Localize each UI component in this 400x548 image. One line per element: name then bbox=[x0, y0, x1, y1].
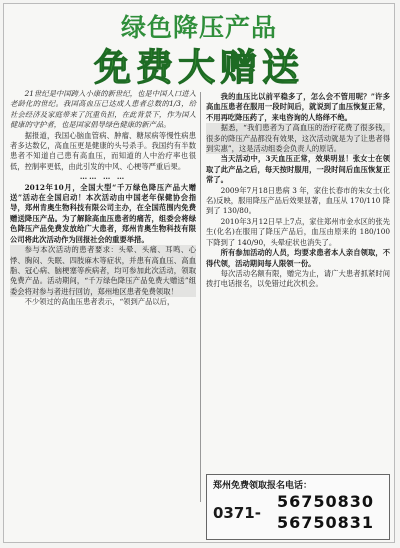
newspaper-page bbox=[3, 3, 395, 543]
article-paragraph: 2009年7月18日患病 3 年，家住长春市的朱女士(化名)反映，服用降压产品后效果显著，血压从 170/110 降到了 130/80。 bbox=[206, 185, 390, 216]
column-divider bbox=[200, 92, 201, 502]
headline-free-giveaway: 免费大赠送 bbox=[94, 46, 304, 89]
section-separator: …… … … bbox=[79, 172, 127, 182]
article-left-column bbox=[10, 89, 196, 308]
article-paragraph: 据报道，我国心脑血管病、肿瘤、糖尿病等慢性病患者多达数亿，高血压更是健康的头号杀手。我国约有半数患者不知道自己患有高血压，而知道的人中治疗率也很低，控制率更低，由此引发的中风、心梗等严重后果。 bbox=[10, 130, 196, 171]
article-paragraph: 不少领过的高血压患者表示，“领到产品以后， bbox=[24, 297, 175, 307]
intro-paragraph: 21世纪是中国跨入小康的新世纪，也是中国人口进入老龄化的世纪。我国高血压已达成人患者总数的1/3，给社会经济及家庭带来了沉重负担，在此背景下，作为国人健康的守护者，也是国家倡导绿色健康的新产品。 bbox=[10, 89, 196, 130]
contact-box bbox=[206, 474, 390, 540]
article-paragraph: 我的血压比以前平稳多了，怎么会不管用呢？”许多高血压患者在服用一段时间后，就说到了血压恢复正常，不用再吃降压药了，来电咨询的人络绎不绝。 bbox=[206, 92, 390, 122]
article-paragraph: 2012年10月，全国大型“千万绿色降压产品大赠送”活动在全国启动！本次活动由中国老年保健协会指导，郑州肯奥生物科技有限公司主办，在全国范围内免费赠送降压产品。为了解除高血压患者的痛苦，组委会将绿色降压产品免费发放给广大患者，郑州肯奥生物科技有限公司将此次活动作为回报社会的重要举措。 bbox=[10, 182, 196, 244]
article-paragraph: 2010年3月12日早上7点，家住郑州市金水区的张先生(化名)在服用了降压产品后，血压由原来的 180/100 下降到了 140/90，头晕症状也消失了。 bbox=[206, 216, 390, 247]
article-right-column bbox=[206, 92, 390, 290]
contact-label: 郑州免费领取报名电话： bbox=[213, 481, 313, 491]
article-paragraph: 参与本次活动的患者要求：头晕、头痛、耳鸣、心悸、胸闷、失眠、四肢麻木等症状，并患有高血压、高血脂、冠心病、脑梗塞等疾病者，均可参加此次活动，领取免费产品。活动期间，“千万绿色降压产品免费大赠送”组委会将对参与者进行回访，郑州地区患者免费领取！ bbox=[10, 245, 196, 296]
article-paragraph: 所有参加活动的人员，均要求患者本人亲自领取，不得代领，活动期间每人限领一份。 bbox=[206, 248, 390, 268]
article-paragraph: 据悉，“我们患者为了高血压的治疗花费了很多钱，很多的降压产品都没有效果，这次活动就是为了让患者得到实惠”，这是活动组委会负责人的原话。 bbox=[206, 123, 390, 154]
area-code: 0371- bbox=[213, 504, 261, 522]
article-paragraph: 每次活动名额有限，赠完为止，请广大患者抓紧时间拨打电话报名，以免错过此次机会。 bbox=[206, 268, 390, 289]
phone-number-2[interactable]: 56750831 bbox=[277, 513, 375, 532]
headline-green-product: 绿色降压产品 bbox=[120, 13, 277, 42]
article-paragraph: 当天活动中，3天血压正常，效果明显！张女士在领取了此产品之后，每天按时服用，一段时间后血压恢复正常了。 bbox=[206, 154, 390, 185]
phone-number-1[interactable]: 56750830 bbox=[277, 492, 375, 511]
